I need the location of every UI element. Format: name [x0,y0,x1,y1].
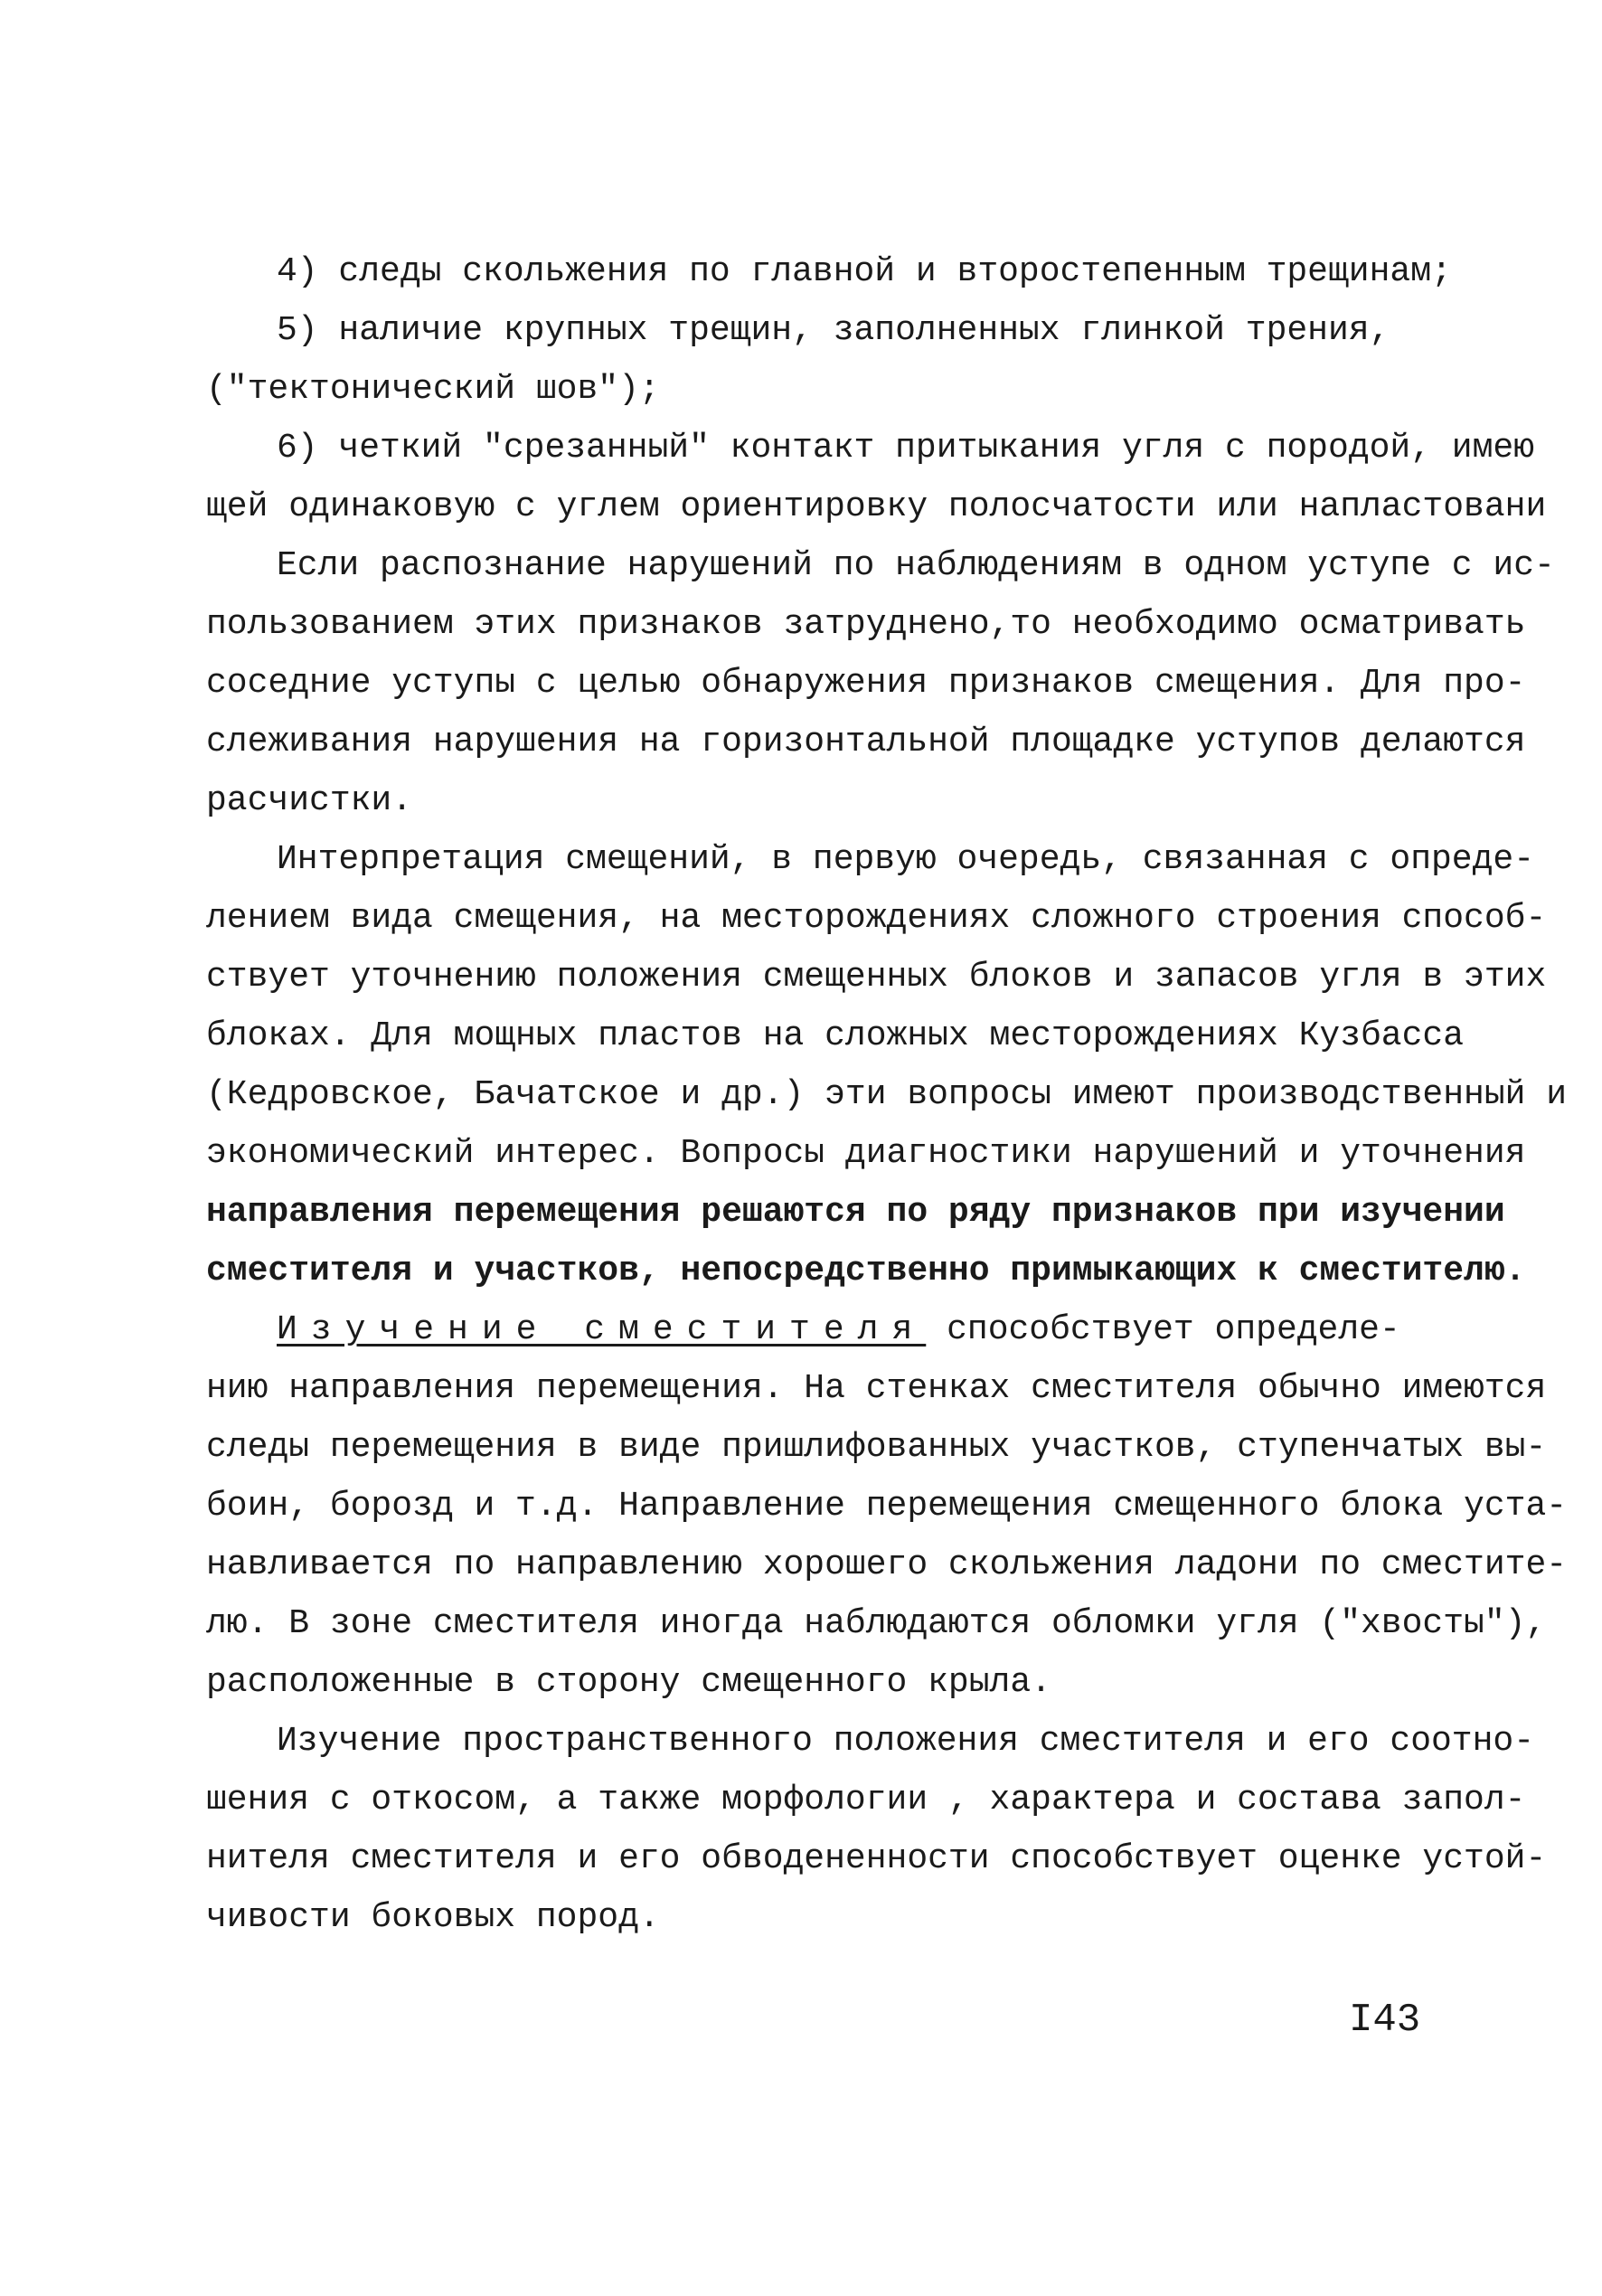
paragraph-line: боин, борозд и т.д. Направление перемещения смещенного блока уста- [206,1487,1568,1526]
paragraph-line: соседние уступы с целью обнаружения признаков смещения. Для про- [206,664,1526,703]
paragraph-line: ствует уточнению положения смещенных блоков и запасов угля в этих [206,958,1547,997]
paragraph-line: слеживания нарушения на горизонтальной площадке уступов делаются [206,723,1526,761]
paragraph-line: навливается по направлению хорошего скольжения ладони по сместите- [206,1545,1568,1584]
paragraph-line: чивости боковых пород. [206,1898,660,1937]
paragraph-line: Изучение пространственного положения сместителя и его соотно- [277,1722,1535,1761]
paragraph-line: лением вида смещения, на месторождениях сложного строения способ- [206,899,1547,938]
paragraph-line: Интерпретация смещений, в первую очередь, связанная с опреде- [277,840,1535,879]
paragraph-line: Если распознание нарушений по наблюдениям в одном уступе с ис- [277,546,1555,585]
paragraph-line [206,1300,1418,1359]
paragraph-line: сместителя и участков, непосредственно примыкающих к сместителю. [206,1252,1526,1290]
paragraph-line: расчистки. [206,781,413,820]
paragraph-line: шения с откосом, а также морфологии , характера и состава запол- [206,1781,1526,1819]
paragraph-line: нителя сместителя и его обводененности способствует оценке устой- [206,1839,1547,1878]
list-item-5: 5) наличие крупных трещин, заполненных глинкой трения, [277,311,1390,350]
paragraph-line: лю. В зоне сместителя иногда наблюдаются обломки угля ("хвосты"), [206,1604,1547,1643]
spaced-heading: Изучение сместителя [277,1310,927,1349]
paragraph-line: экономический интерес. Вопросы диагностики нарушений и уточнения [206,1134,1526,1173]
paragraph-line: расположенные в сторону смещенного крыла. [206,1663,1051,1702]
paragraph-line-rest: способствует определе- [947,1310,1400,1349]
page-number: I43 [1349,1998,1421,2043]
list-item-6-continued: щей одинаковую с углем ориентировку полосчатости или напластовани [206,487,1547,526]
paragraph-line: блоках. Для мощных пластов на сложных месторождениях Кузбасса [206,1016,1465,1055]
paragraph-line: нию направления перемещения. На стенках сместителя обычно имеются [206,1369,1547,1408]
paragraph-line: (Кедровское, Бачатское и др.) эти вопросы имеют производственный и [206,1075,1568,1114]
paragraph-line: пользованием этих признаков затруднено,то необходимо осматривать [206,605,1526,644]
list-item-4: 4) следы скольжения по главной и второстепенным трещинам; [277,252,1452,291]
paragraph-line: направления перемещения решаются по ряду признаков при изучении [206,1193,1505,1232]
paragraph-line: следы перемещения в виде пришлифованных участков, ступенчатых вы- [206,1428,1547,1467]
list-item-5-continued: ("тектонический шов"); [206,370,660,409]
list-item-6: 6) четкий "срезанный" контакт притыкания угля с породой, имею [277,429,1535,468]
body-text [206,242,1568,1947]
